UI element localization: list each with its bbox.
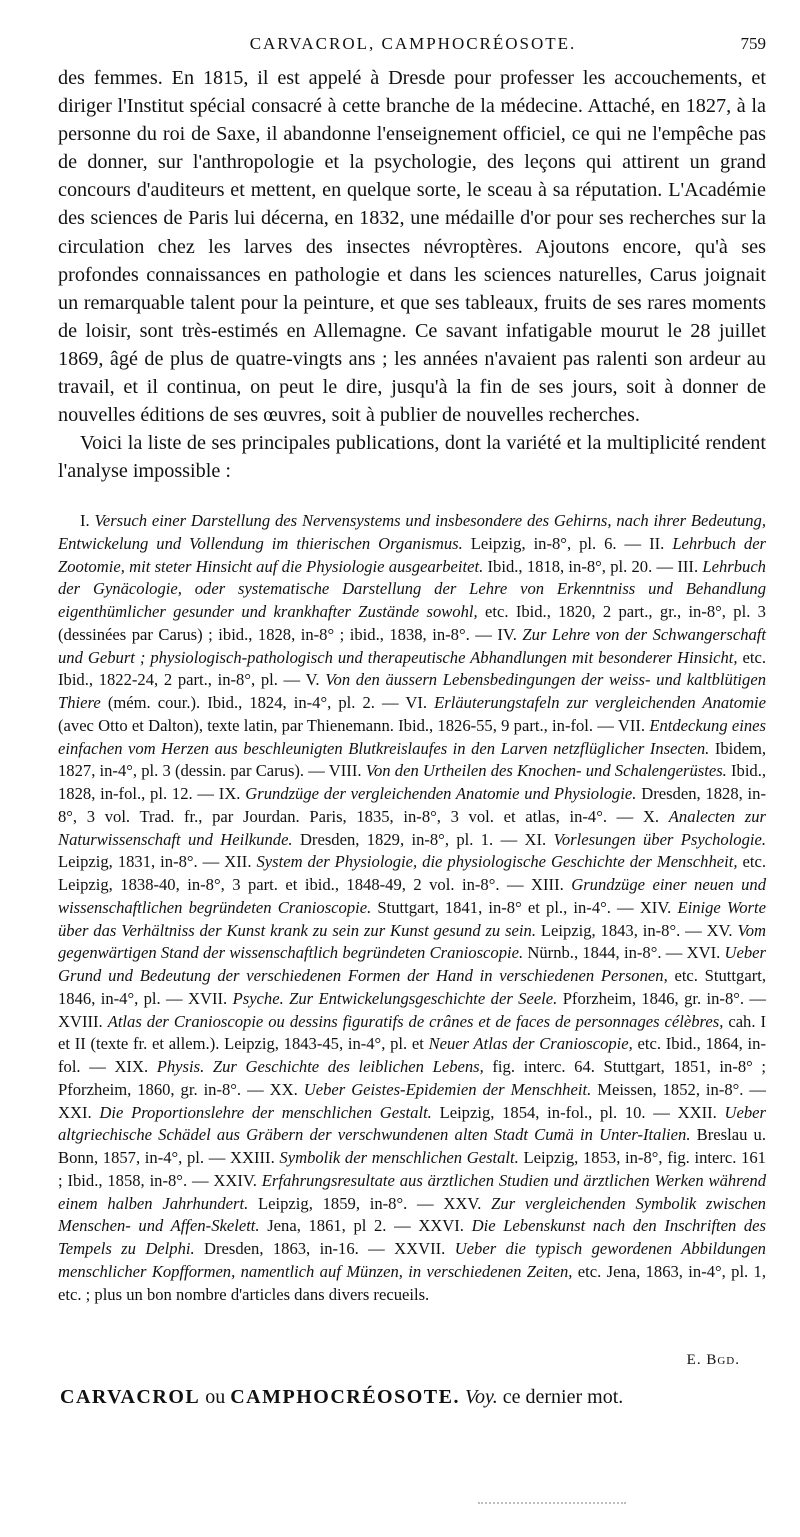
bibliography-number: XVIII.: [58, 1011, 103, 1031]
bibliography-details: Stuttgart, 1841, in-8° et pl., in-4°.: [377, 897, 611, 917]
bibliography-number: XII.: [224, 852, 252, 872]
dictionary-entry: [60, 1382, 760, 1412]
bibliography-title: Symbolik der menschlichen Gestalt.: [279, 1148, 519, 1167]
bibliography-title: Von den Urtheilen des Knochen- und Schalengerüstes.: [365, 761, 727, 781]
author-initial: E.: [686, 1352, 702, 1368]
bibliography-number: V.: [305, 670, 320, 690]
running-header: [60, 34, 766, 58]
bibliography-title: Entdeckung eines einfachen vom Herzen aus beschleunigten Blutkreislaufes in den Larven netzflüglicher Insecten.: [58, 715, 767, 758]
bibliography-number: X.: [642, 806, 660, 826]
bibliography-number: VIII.: [328, 761, 362, 781]
bibliography-details: etc. Jena, 1863, in-4°, pl. 1, etc. ; plus un bon nombre d'articles dans divers recueils.: [58, 1261, 767, 1304]
bibliography-title: Psyche. Zur Entwickelungsgeschichte der Seele.: [232, 988, 558, 1008]
bibliography-title: Grundzüge einer neuen und wissenschaftlichen begründeten Cranioscopie.: [58, 875, 767, 917]
body-paragraph: Voici la liste de ses principales publications, dont la variété et la multiplicité rendent l'analyse impossible :: [58, 432, 766, 483]
bibliography-title: Versuch einer Darstellung des Nervensystems und insbesondere des Gehirns, nach ihrer Bedeutung, Entwickelung und Vollendung im thierischen Organismus.: [58, 511, 766, 553]
bibliography-details: Ibidem, 1827, in-4°, pl. 3 (dessin. par Carus).: [58, 738, 766, 781]
bibliography-title: Einige Worte über das Verhältniss der Kunst krank zu sein zur Kunst gesund zu sein.: [58, 897, 766, 940]
page-number: 759: [740, 34, 766, 53]
bibliography-title: Ueber die typisch gewordenen Abbildungen menschlicher Kopfformen, namentlich auf Münzen, in verschiedenen Zeiten,: [58, 1239, 766, 1281]
bibliography: [58, 510, 766, 1306]
bibliography-number: XXI.: [58, 1102, 92, 1122]
bibliography-number: XXV.: [443, 1193, 482, 1213]
bibliography-details: etc. Ibid., 1820, 2 part., gr., in-8°, pl. 3 (dessinées par Carus) ; ibid., 1828, in-8° ; ibid., 1838, in-8°.: [58, 602, 766, 644]
cross-reference-text: ce dernier mot.: [502, 1386, 624, 1408]
bibliography-number: III.: [677, 556, 699, 576]
cross-reference-label: Voy.: [464, 1386, 498, 1408]
bibliography-details: Leipzig, in-8°, pl. 6.: [470, 533, 617, 553]
bibliography-title: Von den äussern Lebensbedingungen der weiss- und kaltblütigen Thiere: [58, 670, 766, 712]
bibliography-details: (mém. cour.). Ibid., 1824, in-4°, pl. 2.: [107, 693, 375, 712]
biography-text: [58, 64, 766, 485]
bibliography-number: IX.: [218, 784, 241, 803]
bibliography-details: etc. Stuttgart, 1846, in-4°, pl.: [58, 966, 766, 1008]
bibliography-number: XIV.: [639, 897, 672, 917]
bibliography-details: Ibid., 1828, in-fol., pl. 12.: [58, 761, 767, 803]
bibliography-title: Zur Lehre von der Schwangerschaft und Geburt ; physiologisch-pathologisch und therapeutische Abhandlungen mit besonderer Hinsicht,: [58, 624, 767, 667]
bibliography-details: cah. I et II (texte fr. et allem.). Leipzig, 1843-45, in-4°, pl. et: [58, 1011, 767, 1054]
bibliography-details: Leipzig, 1843, in-8°.: [540, 920, 681, 940]
bibliography-number: XIX.: [114, 1057, 149, 1076]
bibliography-paragraph: I. Versuch einer Darstellung des Nervensystems und insbesondere des Gehirns, nach ihrer Bedeutung, Entwickelung und Vollendung im thierischen Organismus. Leipzig, in-8°, pl. 6. — II. Lehrbuch der Zootomie, mit steter Hinsicht auf die Physiologie ausgearbeitet. Ibid., 1818, in-8°, pl. 20. — III. Lehrbuch der Gynäcologie, oder systematische Darstellung der Lehre von Erkenntniss und Behandlung eigenthümlicher gesunder und krankhafter Zustände sowohl, etc. Ibid., 1820, 2 part., gr., in-8°, pl. 3 (dessinées par Carus) ; ibid., 1828, in-8° ; ibid., 1838, in-8°. — IV. Zur Lehre von der Schwangerschaft und Geburt ; physiologisch-pathologisch und therapeutische Abhandlungen mit besonderer Hinsicht, etc. Ibid., 1822-24, 2 part., in-8°, pl. — V. Von den äussern Lebensbedingungen der weiss- und kaltblütigen Thiere (mém. cour.). Ibid., 1824, in-4°, pl. 2. — VI. Erläuterungstafeln zur vergleichenden Anatomie (avec Otto et Dalton), texte latin, par Thienemann. Ibid., 1826-55, 9 part., in-fol. — VII. Entdeckung eines einfachen vom Herzen aus beschleunigten Blutkreislaufes in den Larven netzflüglicher Insecten. Ibidem, 1827, in-4°, pl. 3 (dessin. par Carus). — VIII. Von den Urtheilen des Knochen- und Schalengerüstes. Ibid., 1828, in-fol., pl. 12. — IX. Grundzüge der vergleichenden Anatomie und Physiologie. Dresden, 1828, in-8°, 3 vol. Trad. fr., par Jourdan. Paris, 1835, in-8°, 3 vol. et atlas, in-4°. — X. Analecten zur Naturwissenschaft und Heilkunde. Dresden, 1829, in-8°, pl. 1. — XI. Vorlesungen über Psychologie. Leipzig, 1831, in-8°. — XII. System der Physiologie, die physiologische Geschichte der Menschheit, etc. Leipzig, 1838-40, in-8°, 3 part. et ibid., 1848-49, 2 vol. in-8°. — XIII. Grundzüge einer neuen und wissenschaftlichen begründeten Cranioscopie. Stuttgart, 1841, in-8° et pl., in-4°. — XIV. Einige Worte über das Verhältniss der Kunst krank zu sein zur Kunst gesund zu sein. Leipzig, 1843, in-8°. — XV. Vom gegenwärtigen Stand der wissenschaftlich begründeten Cranioscopie. Nürnb., 1844, in-8°. — XVI. Ueber Grund und Bedeutung der verschiedenen Formen der Hand in verschiedenen Personen, etc. Stuttgart, 1846, in-4°, pl. — XVII. Psyche. Zur Entwickelungsgeschichte der Seele. Pforzheim, 1846, gr. in-8°. — XVIII. Atlas der Cranioscopie ou dessins figuratifs de crânes et de faces de personnages célèbres, cah. I et II (texte fr. et allem.). Leipzig, 1843-45, in-4°, pl. et Neuer Atlas der Cranioscopie, etc. Ibid., 1864, in-fol. — XIX. Physis. Zur Geschichte des leiblichen Lebens, fig. interc. 64. Stuttgart, 1851, in-8° ; Pforzheim, 1860, gr. in-8°. — XX. Ueber Geistes-Epidemien der Menschheit. Meissen, 1852, in-8°. — XXI. Die Proportionslehre der menschlichen Gestalt. Leipzig, 1854, in-fol., pl. 10. — XXII. Ueber altgriechische Schädel aus Gräbern der verschwundenen alten Stadt Cumä in Unter-Italien. Breslau u. Bonn, 1857, in-4°, pl. — XXIII. Symbolik der menschlichen Gestalt. Leipzig, 1853, in-8°, fig. interc. 161 ; Ibid., 1858, in-8°. — XXIV. Erfahrungsresultate aus ärztlichen Studien und ärztlichen Werken während einem halben Jahrhundert. Leipzig, 1859, in-8°. — XXV. Zur vergleichenden Symbolik zwischen Menschen- und Affen-Skelett. Jena, 1861, pl 2. — XXVI. Die Lebenskunst nach den Inschriften des Tempels zu Delphi. Dresden, 1863, in-16. — XXVII. Ueber die typisch gewordenen Abbildungen menschlicher Kopfformen, namentlich auf Münzen, in verschiedenen Zeiten, etc. Jena, 1863, in-4°, pl. 1, etc. ; plus un bon nombre d'articles dans divers recueils.: [58, 511, 767, 1304]
bibliography-number: XVI.: [686, 943, 721, 963]
bibliography-number: VII.: [617, 715, 646, 735]
bibliography-title: Erfahrungsresultate aus ärztlichen Studien und ärztlichen Werken während einem halben Jahrhundert.: [58, 1170, 766, 1213]
bibliography-details: etc. Ibid., 1822-24, 2 part., in-8°, pl.: [58, 647, 767, 690]
bibliography-number: IV.: [497, 624, 517, 644]
bibliography-number: II.: [649, 533, 665, 553]
bibliography-details: Dresden, 1863, in-16.: [204, 1239, 359, 1258]
bibliography-title: Vom gegenwärtigen Stand der wissenschaftlich begründeten Cranioscopie.: [58, 920, 767, 963]
bibliography-number: XXIII.: [230, 1148, 275, 1167]
bibliography-details: Leipzig, 1854, in-fol., pl. 10.: [439, 1102, 646, 1122]
bibliography-number: XVII.: [188, 988, 228, 1008]
bibliography-number: XXVI.: [418, 1216, 464, 1236]
bibliography-details: Leipzig, 1859, in-8°.: [258, 1193, 408, 1213]
print-residue: [478, 1502, 626, 1504]
bibliography-number: VI.: [405, 693, 428, 712]
bibliography-details: Leipzig, 1853, in-8°, fig. interc. 161 ; Ibid., 1858, in-8°.: [58, 1148, 766, 1190]
bibliography-details: Ibid., 1818, in-8°, pl. 20.: [487, 556, 653, 576]
bibliography-title: Atlas der Cranioscopie ou dessins figuratifs de crânes et de faces de personnages célèbres,: [107, 1011, 724, 1031]
bibliography-title: Analecten zur Naturwissenschaft und Heilkunde.: [58, 806, 766, 849]
bibliography-details: Jena, 1861, pl 2.: [267, 1216, 387, 1236]
bibliography-title: Grundzüge der vergleichenden Anatomie und Physiologie.: [245, 784, 637, 803]
bibliography-number: XI.: [524, 829, 547, 849]
bibliography-title: Ueber altgriechische Schädel aus Gräbern der verschwundenen alten Stadt Cumä in Unter-Italien.: [58, 1102, 766, 1145]
entry-connector: ou: [205, 1386, 226, 1408]
bibliography-details: Dresden, 1828, in-8°, 3 vol. Trad. fr., par Jourdan. Paris, 1835, in-8°, 3 vol. et atlas, in-4°.: [58, 784, 766, 826]
bibliography-details: fig. interc. 64. Stuttgart, 1851, in-8° ; Pforzheim, 1860, gr. in-8°.: [58, 1057, 767, 1099]
bibliography-title: Neuer Atlas der Cranioscopie,: [428, 1034, 633, 1054]
bibliography-title: Lehrbuch der Zootomie, mit steter Hinsicht auf die Physiologie ausgearbeitet.: [58, 533, 767, 576]
bibliography-number: XXII.: [677, 1102, 717, 1122]
bibliography-details: Dresden, 1829, in-8°, pl. 1.: [299, 829, 494, 849]
bibliography-number: XIII.: [531, 875, 564, 894]
bibliography-details: Leipzig, 1831, in-8°.: [58, 852, 198, 872]
bibliography-number: I.: [80, 511, 90, 530]
bibliography-title: Erläuterungstafeln zur vergleichenden Anatomie: [434, 693, 767, 712]
body-paragraph: des femmes. En 1815, il est appelé à Dresde pour professer les accouchements, et diriger l'Institut spécial consacré à cette branche de la médecine. Attaché, en 1827, à la personne du roi de Saxe, il abandonne l'enseignement officiel, ce qui ne l'empêche pas de donner, sur l'anthropologie et la psychologie, des leçons qui attirent un grand concours d'auditeurs et mettent, en quelque sorte, le sceau à sa réputation. L'Académie des sciences de Paris lui décerna, en 1832, une médaille d'or pour ses recherches sur la circulation chez les larves des insectes névroptères. Ajoutons encore, qu'à ses profondes connaissances en pathologie et dans les sciences naturelles, Carus joignait un remarquable talent pour la peinture, et que ses tableaux, fruits de ses rares moments de loisir, sont très-estimés en Allemagne. Ce savant infatigable mourut le 28 juillet 1869, âgé de plus de quatre-vingts ans ; les années n'avaient pas ralenti son ardeur au travail, et il continua, on peut le dire, jusqu'à la fin de ses jours, soit à donner de nouvelles éditions de ses œuvres, soit à publier de nouvelles recherches.: [58, 67, 766, 427]
bibliography-title: Die Lebenskunst nach den Inschriften des Tempels zu Delphi.: [58, 1216, 766, 1258]
bibliography-title: Zur vergleichenden Symbolik zwischen Menschen- und Affen-Skelett.: [58, 1193, 766, 1236]
bibliography-details: Nürnb., 1844, in-8°.: [527, 943, 662, 963]
bibliography-title: Ueber Grund und Bedeutung der verschiedenen Formen der Hand in verschiedenen Personen,: [58, 943, 766, 985]
running-title: CARVACROL, CAMPHOCRÉOSOTE.: [249, 34, 577, 53]
bibliography-details: Pforzheim, 1846, gr. in-8°.: [562, 988, 745, 1008]
bibliography-title: Die Proportionslehre der menschlichen Gestalt.: [99, 1102, 432, 1122]
bibliography-details: Breslau u. Bonn, 1857, in-4°, pl.: [58, 1125, 766, 1167]
bibliography-number: XX.: [269, 1079, 298, 1099]
entry-headword-alt: CAMPHOCRÉOSOTE.: [230, 1386, 460, 1408]
author-signature: [687, 1352, 740, 1369]
bibliography-details: (avec Otto et Dalton), texte latin, par Thienemann. Ibid., 1826-55, 9 part., in-fol.: [58, 715, 594, 735]
bibliography-title: Ueber Geistes-Epidemien der Menschheit.: [303, 1079, 592, 1099]
bibliography-details: Meissen, 1852, in-8°.: [597, 1079, 744, 1099]
bibliography-title: System der Physiologie, die physiologische Geschichte der Menschheit,: [256, 852, 738, 872]
bibliography-title: Lehrbuch der Gynäcologie, oder systematische Darstellung der Lehre von Erkenntniss und Behandlung eigenthümlicher gesunder und krankhafter Zustände sowohl,: [58, 556, 766, 621]
bibliography-number: XV.: [706, 920, 733, 940]
bibliography-title: Physis. Zur Geschichte des leiblichen Lebens,: [156, 1057, 484, 1076]
bibliography-number: XXIV.: [213, 1170, 257, 1190]
bibliography-number: XXVII.: [394, 1239, 446, 1258]
bibliography-details: etc. Leipzig, 1838-40, in-8°, 3 part. et ibid., 1848-49, 2 vol. in-8°.: [58, 852, 767, 894]
bibliography-details: etc. Ibid., 1864, in-fol.: [58, 1034, 766, 1076]
bibliography-title: Vorlesungen über Psychologie.: [553, 829, 767, 849]
entry-headword: CARVACROL: [60, 1386, 201, 1408]
author-name: Bgd.: [706, 1352, 740, 1368]
